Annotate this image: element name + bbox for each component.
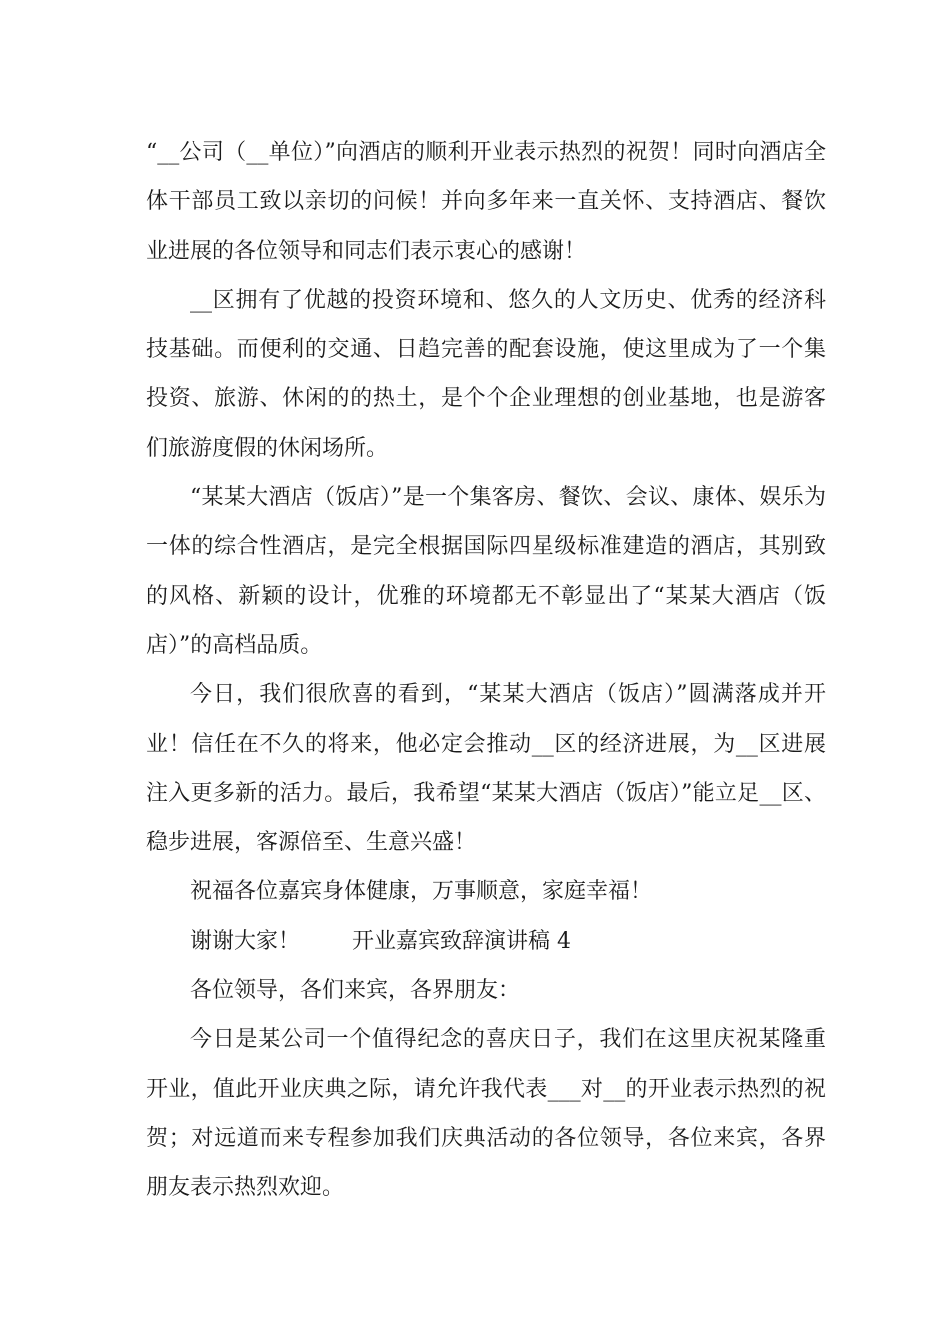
paragraph-opening-wishes: 今日，我们很欣喜的看到，“某某大酒店（饭店）”圆满落成并开业！信任在不久的将来，他必定会推动__区的经济进展，为__区进展注入更多新的活力。最后，我希望“某某大酒店（饭店）”能立足__区、稳步进展，客源倍至、生意兴盛！ — [146, 682, 826, 856]
paragraph-congratulations: “__公司（__单位）”向酒店的顺利开业表示热烈的祝贺！同时向酒店全体干部员工致以亲切的问候！并向多年来一直关怀、支持酒店、餐饮业进展的各位领导和同志们表示衷心的感谢！ — [146, 140, 826, 264]
closing-line — [146, 917, 826, 966]
greeting-line: 各位领导，各们来宾，各界朋友： — [190, 978, 521, 1004]
paragraph-blessing: 祝福各位嘉宾身体健康，万事顺意，家庭幸福！ — [190, 879, 653, 905]
paragraph-final: 今日是某公司一个值得纪念的喜庆日子，我们在这里庆祝某隆重开业，值此开业庆典之际，请允许我代表___对__的开业表示热烈的祝贺；对远道而来专程参加我们庆典活动的各位领导，各位来宾，各界朋友表示热烈欢迎。 — [146, 1027, 826, 1201]
paragraph-hotel-intro: “某某大酒店（饭店）”是一个集客房、餐饮、会议、康体、娱乐为一体的综合性酒店，是完全根据国际四星级标准建造的酒店，其别致的风格、新颖的设计，优雅的环境都无不彰显出了“某某大酒店（饭店）”的高档品质。 — [146, 485, 826, 658]
section-title: 开业嘉宾致辞演讲稿 4 — [352, 928, 572, 954]
closing-thanks: 谢谢大家！ — [190, 928, 301, 954]
paragraph-district: __区拥有了优越的投资环境和、悠久的人文历史、优秀的经济科技基础。而便利的交通、日趋完善的配套设施，使这里成为了一个集投资、旅游、休闲的的热土，是个个企业理想的创业基地，也是游客们旅游度假的休闲场所。 — [146, 287, 826, 461]
document-body — [146, 128, 826, 1213]
